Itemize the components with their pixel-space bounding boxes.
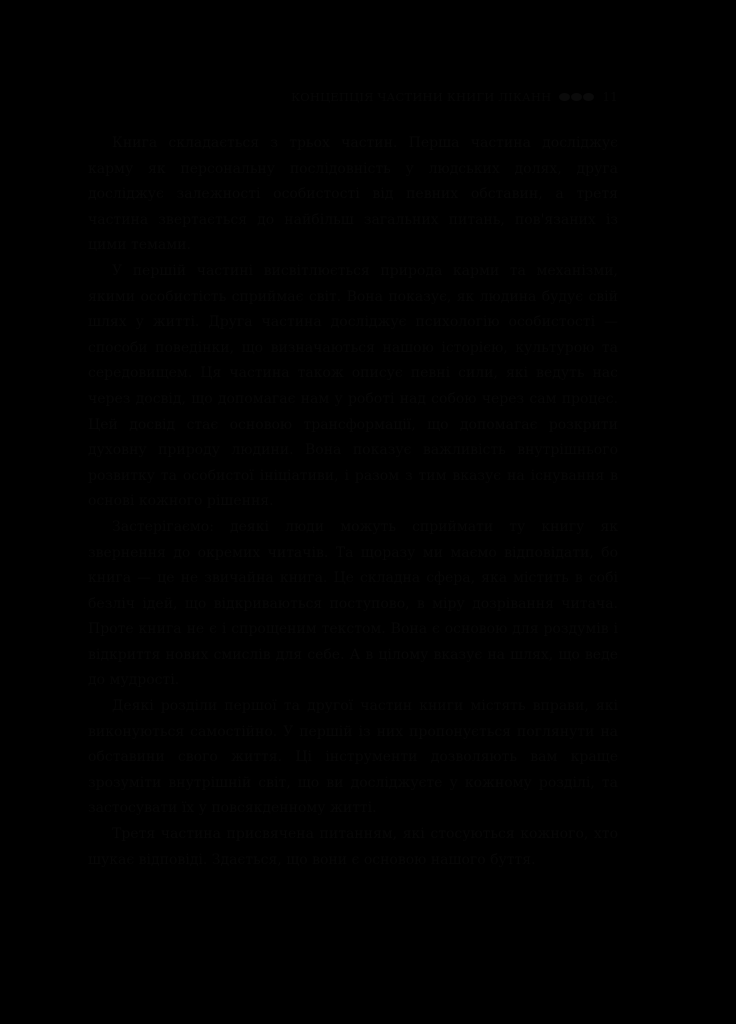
body-text xyxy=(88,131,618,873)
ornament-icon xyxy=(559,93,594,101)
paragraph: Книга складається з трьох частин. Перша частина досліджує карму як персональну послідовність у людських долях, друга досліджує залежності особистості від певних обставин, а третя частина звертається до найбільш загальних питань, пов'язаних із цими темами. xyxy=(88,135,618,254)
paragraph: Третя частина присвячена питанням, які стосуються кожного, хто шукає відповіді. Здається, що вони є основою нашого буття. xyxy=(88,826,618,868)
paragraph: Застерігаємо: деякі люди можуть сприймати ту книгу як звернення до окремих читачів. Та щоразу ми маємо відповідати, бо книга — це не звичайна книга. Це складна сфера, яка містить в собі безліч ідей, що відкриваються поступово, в міру дозрівання читача. Проте книга не є і спрощеним текстом. Вона є основою для роздумів і відкриття нових смислів для себе. А в цілому вказує на шлях, що веде до мудрості. xyxy=(88,518,618,689)
running-head xyxy=(291,86,618,108)
running-head-title: КОНЦЕПЦІЯ ЧАСТИНИ КНИГИ ЛІКАНН xyxy=(291,90,552,104)
paragraph: Деякі розділи першої та другої частин книги містять вправи, які виконуються самостійно. У першій із них пропонується поглянути на обставини свого життя. Ці інструменти дозволяють вам краще зрозуміти внутрішній світ, що ви досліджуєте у кожному розділі, та застосувати їх у повсякденному житті. xyxy=(88,698,618,817)
paragraph: У першій частині висвітлюється природа карми та механізми, якими особистість сприймає світ. Вона показує, як людина будує свій шлях у житті. Друга частина досліджує психологію особистості — способи поведінки, що визначаються нашою історією, культурою та середовищем. Ця частина також описує певні сили, які ведуть нас через досвід, що допомагає нам у роботі над собою через сам процес. Цей досвід стає основою трансформації, що допомагає розкрити духовну природу людини. Вона показує важливість внутрішнього розвитку та особистої ініціативи, і разом з тим вказує на існування в основі кожного рішення. xyxy=(88,262,618,510)
page-number: 11 xyxy=(602,90,618,104)
